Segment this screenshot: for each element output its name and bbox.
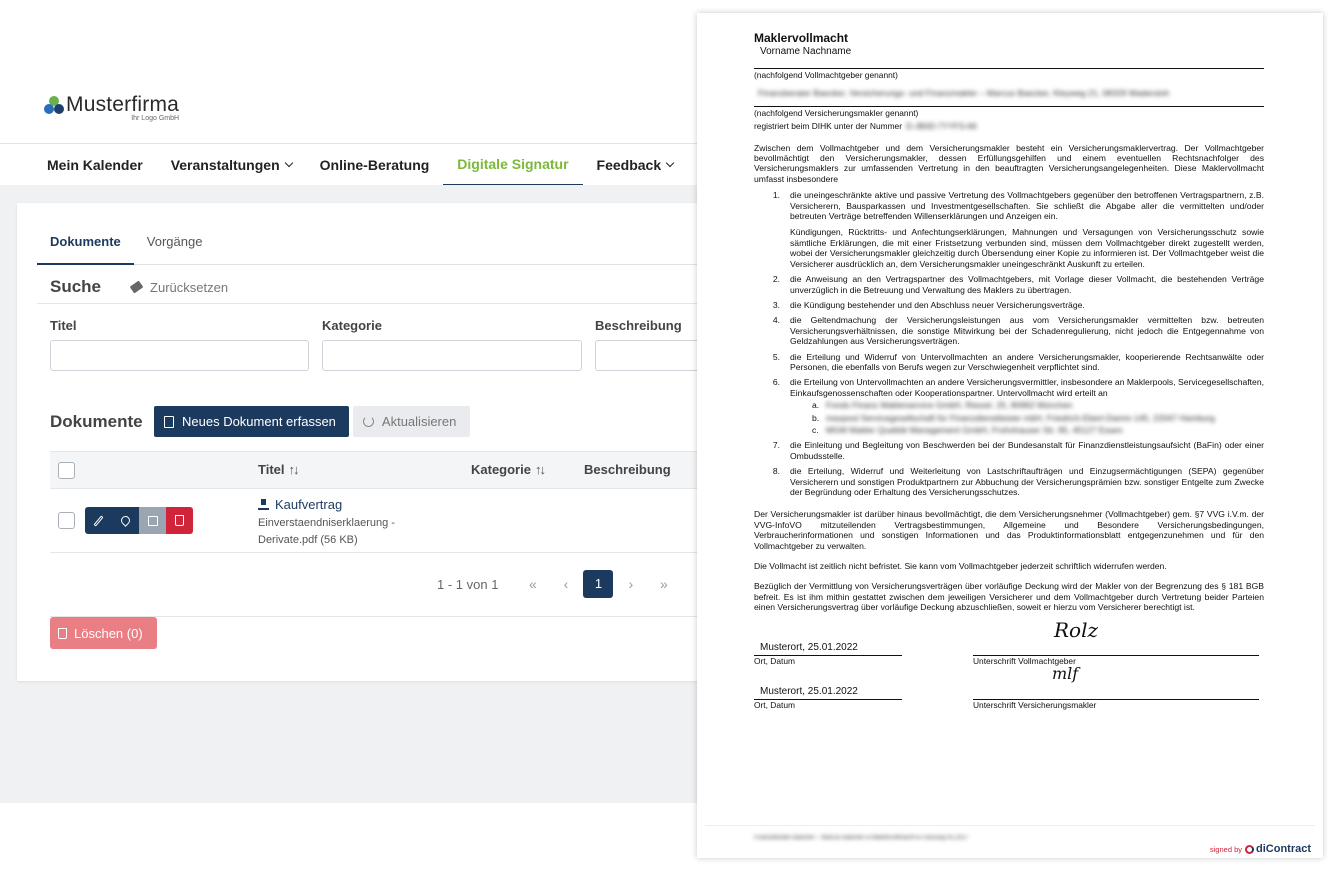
documents-toolbar	[50, 406, 470, 437]
pdf-signature-area	[754, 617, 1264, 723]
pdf-subclause: a. Fonds Finanz Maklerservice GmbH, Riesstr. 25, 80992 München	[812, 400, 1073, 411]
main-nav	[0, 143, 700, 185]
pdf-place-date-broker: Musterort, 25.01.2022	[760, 685, 858, 697]
company-logo[interactable]	[44, 94, 179, 122]
new-document-button[interactable]: Neues Dokument erfassen	[154, 406, 349, 437]
signed-by-badge	[1210, 843, 1311, 855]
logo-subtitle: Ihr Logo GmbH	[131, 115, 180, 122]
pdf-clause: 1. die uneingeschränkte aktive und passive Vertretung des Vollmachtgebers gegenüber den betroffenen Vertragspartnern, z.B. Versicherern, Bausparkassen und Investmentgesellschaften. Sie schließt die Abgabe aller die vermittelten und/oder betreuten Verträge betreffenden Willenserklärungen und Anzeigen ein. Kündigungen, Rücktritts- und Anfechtungserklärungen, Mahnungen und Versagungen von Versicherungsschutz sowie sämtliche Erklärungen, die mit einer Fristsetzung verbunden sind, müssen dem Vollmachtgeber direkt zugestellt werden, wobei der Versicherungsmakler gleichzeitig durch Übersendung einer Kopie zu informieren ist. Der Vollmachtgeber weist die Versicherer ausdrücklich an, dem Versicherungsmakler uneingeschränkt Auskunft zu erteilen.	[772, 190, 1264, 269]
delete-selected-button[interactable]: Löschen (0)	[50, 617, 157, 649]
nav-item-kalender[interactable]: Mein Kalender	[47, 157, 143, 173]
title-field-label: Titel	[50, 318, 77, 333]
column-description[interactable]: Beschreibung	[584, 462, 671, 477]
reset-button[interactable]: Zurücksetzen	[131, 280, 228, 295]
eraser-icon	[130, 281, 144, 294]
pagination	[437, 570, 680, 598]
dicontract-brand: diContract	[1256, 843, 1311, 855]
logo-mark-icon	[44, 96, 66, 116]
documents-title: Dokumente	[50, 411, 143, 431]
search-header	[50, 277, 228, 297]
column-title[interactable]: Titel ↑↓	[258, 462, 298, 477]
pdf-dihk-label: registriert beim DIHK unter der Nummer	[754, 121, 902, 132]
pdf-paragraph: Die Vollmacht ist zeitlich nicht befristet. Sie kann vom Vollmachtgeber jederzeit schriftlich widerrufen werden.	[754, 561, 1167, 572]
pdf-clause: 4. die Geltendmachung der Versicherungsleistungen aus vom Versicherungsmakler vermittelten bzw. betreuten Versicherungsverhältnissen, die sonstige Mitwirkung bei der Schadenregulierung, nicht jedoch die Entgegennahme von Geldzahlungen aus Versicherungsverträgen.	[772, 315, 1264, 347]
sign-button[interactable]	[139, 507, 166, 534]
pdf-caption-client-signature: Unterschrift Vollmachtgeber	[973, 655, 1076, 666]
tab-vorgaenge[interactable]: Vorgänge	[146, 234, 203, 249]
pdf-clause: 3. die Kündigung bestehender und den Abschluss neuer Versicherungsverträge.	[772, 299, 1085, 310]
location-pin-icon	[119, 514, 132, 527]
pdf-subclause: b. maxpool Servicegesellschaft für Finanzdienstleister mbH, Friedrich-Ebert-Damm 145, 22047 Hamburg	[812, 412, 1215, 423]
row-actions	[85, 507, 193, 534]
page-button-current[interactable]: 1	[583, 570, 613, 598]
sort-icon: ↑↓	[534, 462, 544, 477]
pencil-icon	[93, 515, 103, 526]
search-title: Suche	[50, 277, 102, 296]
pdf-caption-broker: (nachfolgend Versicherungsmakler genannt)	[754, 107, 919, 118]
pdf-paragraph: Bezüglich der Vermittlung von Versicherungsverträgen über vorläufige Deckung wird der Makler von der Begrenzung des § 181 BGB befreit. Es ist ihm mithin gestattet zwischen dem jeweiligen Versicherer und dem Vollmachtgeber durch Vertretung beider Parteien einen Versicherungsvertrag über vorläufige Deckung abzuschließen, soweit er hierzu vom Versicherer berechtigt ist.	[754, 581, 1264, 613]
pdf-caption-place-date: Ort, Datum	[754, 699, 795, 710]
table-header	[50, 451, 700, 489]
trash-icon	[58, 628, 67, 639]
nav-item-veranstaltungen[interactable]: Veranstaltungen	[157, 144, 306, 186]
pdf-caption-broker-signature: Unterschrift Versicherungsmakler	[973, 699, 1097, 710]
pdf-subclause: c. MGM Makler Qualität Management GmbH, Frohnhauser Str. 95, 45127 Essen	[812, 424, 1123, 435]
signed-by-label: signed by	[1209, 844, 1242, 854]
tab-dokumente[interactable]: Dokumente	[37, 223, 134, 265]
broker-signature: mlf	[1052, 663, 1079, 683]
pdf-caption-place-date: Ort, Datum	[754, 655, 795, 666]
pdf-client-name: Vorname Nachname	[760, 46, 852, 57]
pagination-info: 1 - 1 von 1	[437, 576, 499, 592]
download-icon	[258, 499, 269, 510]
category-field-label: Kategorie	[322, 318, 382, 333]
prev-page-button[interactable]: ‹	[563, 576, 569, 592]
refresh-button[interactable]: Aktualisieren	[353, 406, 470, 437]
pdf-caption-client: (nachfolgend Vollmachtgeber genannt)	[754, 70, 898, 80]
title-input[interactable]	[50, 340, 309, 371]
signature-icon	[148, 516, 158, 526]
pdf-clause: 6. die Erteilung von Untervollmachten an andere Versicherungsvermittler, insbesondere an Maklerpools, Servicegesellschaften, Einkaufsgenossenschaften oder Kooperationspartner. Untervollmacht wird erteilt an	[772, 377, 1264, 398]
divider	[37, 303, 700, 304]
client-signature: Rolz	[1054, 617, 1099, 642]
pdf-clause-list	[754, 190, 1264, 497]
pdf-clause: 2. die Anweisung an den Vertragspartner des Vollmachtgebers, mit Vorlage dieser Vollmacht, die bestehenden Verträge unverzüglich in die Betreuung und Verwaltung des Maklers zu übertragen.	[772, 274, 1264, 295]
logo-name: Musterfirma	[66, 93, 180, 116]
select-all-checkbox[interactable]	[58, 462, 75, 479]
table-row	[50, 489, 700, 553]
edit-button[interactable]	[85, 507, 112, 534]
pdf-title: Maklervollmacht	[754, 31, 849, 45]
pdf-page	[754, 31, 1264, 723]
pdf-clause: 7. die Einleitung und Begleitung von Beschwerden bei der Bundesanstalt für Finanzdienstleistungsaufsicht (BaFin) oder einer Ombudsstelle.	[772, 440, 1264, 461]
pdf-clause: 5. die Erteilung und Widerruf von Untervollmachten an andere Versicherungsmakler, kooperierende Rechtsanwälte oder Personen, die ebenfalls von Berufs wegen zur Verschwiegenheit verpflichtet sind.	[772, 351, 1264, 372]
next-page-button[interactable]: ›	[628, 576, 634, 592]
nav-item-feedback[interactable]: Feedback	[583, 144, 688, 186]
nav-item-online-beratung[interactable]: Online-Beratung	[319, 157, 430, 173]
delete-row-button[interactable]	[166, 507, 193, 534]
description-input[interactable]	[595, 340, 705, 371]
description-field-label: Beschreibung	[595, 318, 682, 333]
last-page-button[interactable]: »	[660, 576, 668, 592]
first-page-button[interactable]: «	[529, 576, 537, 592]
category-input[interactable]	[322, 340, 582, 371]
pdf-place-date-client: Musterort, 25.01.2022	[760, 641, 858, 653]
pdf-clause: 8. die Erteilung, Widerruf und Weiterleitung von Lastschriftaufträgen und Einzugsermächtigungen (SEPA) gegenüber Versicherern und sonstigen Produktpartnern zur Abbuchung der Versicherungsprämien bzw. sonstiger Entgelte zum Zwecke der Begründung oder Erhaltung des Versicherungsschutzes.	[772, 466, 1264, 497]
document-link[interactable]: Kaufvertrag	[258, 497, 342, 512]
pdf-footer-redacted: Finanzberater Baecker – Marcus Baecker ● Maklervollmacht ● Fassung 05.2017	[754, 835, 969, 841]
sort-icon: ↑↓	[288, 462, 298, 477]
refresh-icon	[363, 416, 374, 427]
dicontract-logo-icon	[1245, 845, 1254, 854]
document-file-info: Einverstaendniserklaerung - Derivate.pdf (56 KB)	[258, 517, 395, 546]
documents-card	[17, 203, 700, 681]
tab-bar	[37, 223, 700, 265]
column-category[interactable]: Kategorie ↑↓	[471, 462, 544, 477]
document-icon	[164, 416, 174, 428]
trash-icon	[175, 515, 184, 526]
pdf-dihk-number-redacted: D-JB0D-7YYFS-66	[906, 121, 977, 132]
pdf-paragraph: Der Versicherungsmakler ist darüber hinaus bevollmächtigt, die dem Versicherungsnehmer (Vollmachtgeber) gem. §7 VVG i.V.m. der VVG-InfoVO mitzuteilenden Vertragsbestimmungen, Allgemeine und Besondere Versicherungsbedingungen, Verbraucherinformationen und sonstigen Informationen und das Produktinformationsblatt entgegenzunehmen und für den Vollmachtgeber zu verwalten.	[754, 509, 1264, 551]
row-checkbox[interactable]	[58, 512, 75, 529]
location-button[interactable]	[112, 507, 139, 534]
pdf-intro: Zwischen dem Vollmachtgeber und dem Versicherungsmakler besteht ein Versicherungsmaklervertrag. Der Vollmachtgeber bevollmächtigt den Versicherungsmakler, dessen Erfüllungsgehilfen und einem eventuellen Rechtsnachfolger des Versicherungsmaklers zur umfassenden Vertretung in den beauftragten Versicherungsangelegenheiten. Diese Maklervollmacht umfasst insbesondere	[754, 142, 1264, 184]
chevron-down-icon	[284, 159, 292, 167]
nav-item-digitale-signatur[interactable]: Digitale Signatur	[443, 144, 582, 186]
pdf-preview[interactable]	[697, 13, 1323, 858]
pdf-broker-redacted: Finanzberater Baecker, Versicherungs- und Finanzmakler – Marcus Baecker, Kleyweg 21, 08329 Wadersloh	[758, 88, 1170, 99]
chevron-down-icon	[666, 159, 674, 167]
pdf-footer-divider	[705, 825, 1315, 826]
